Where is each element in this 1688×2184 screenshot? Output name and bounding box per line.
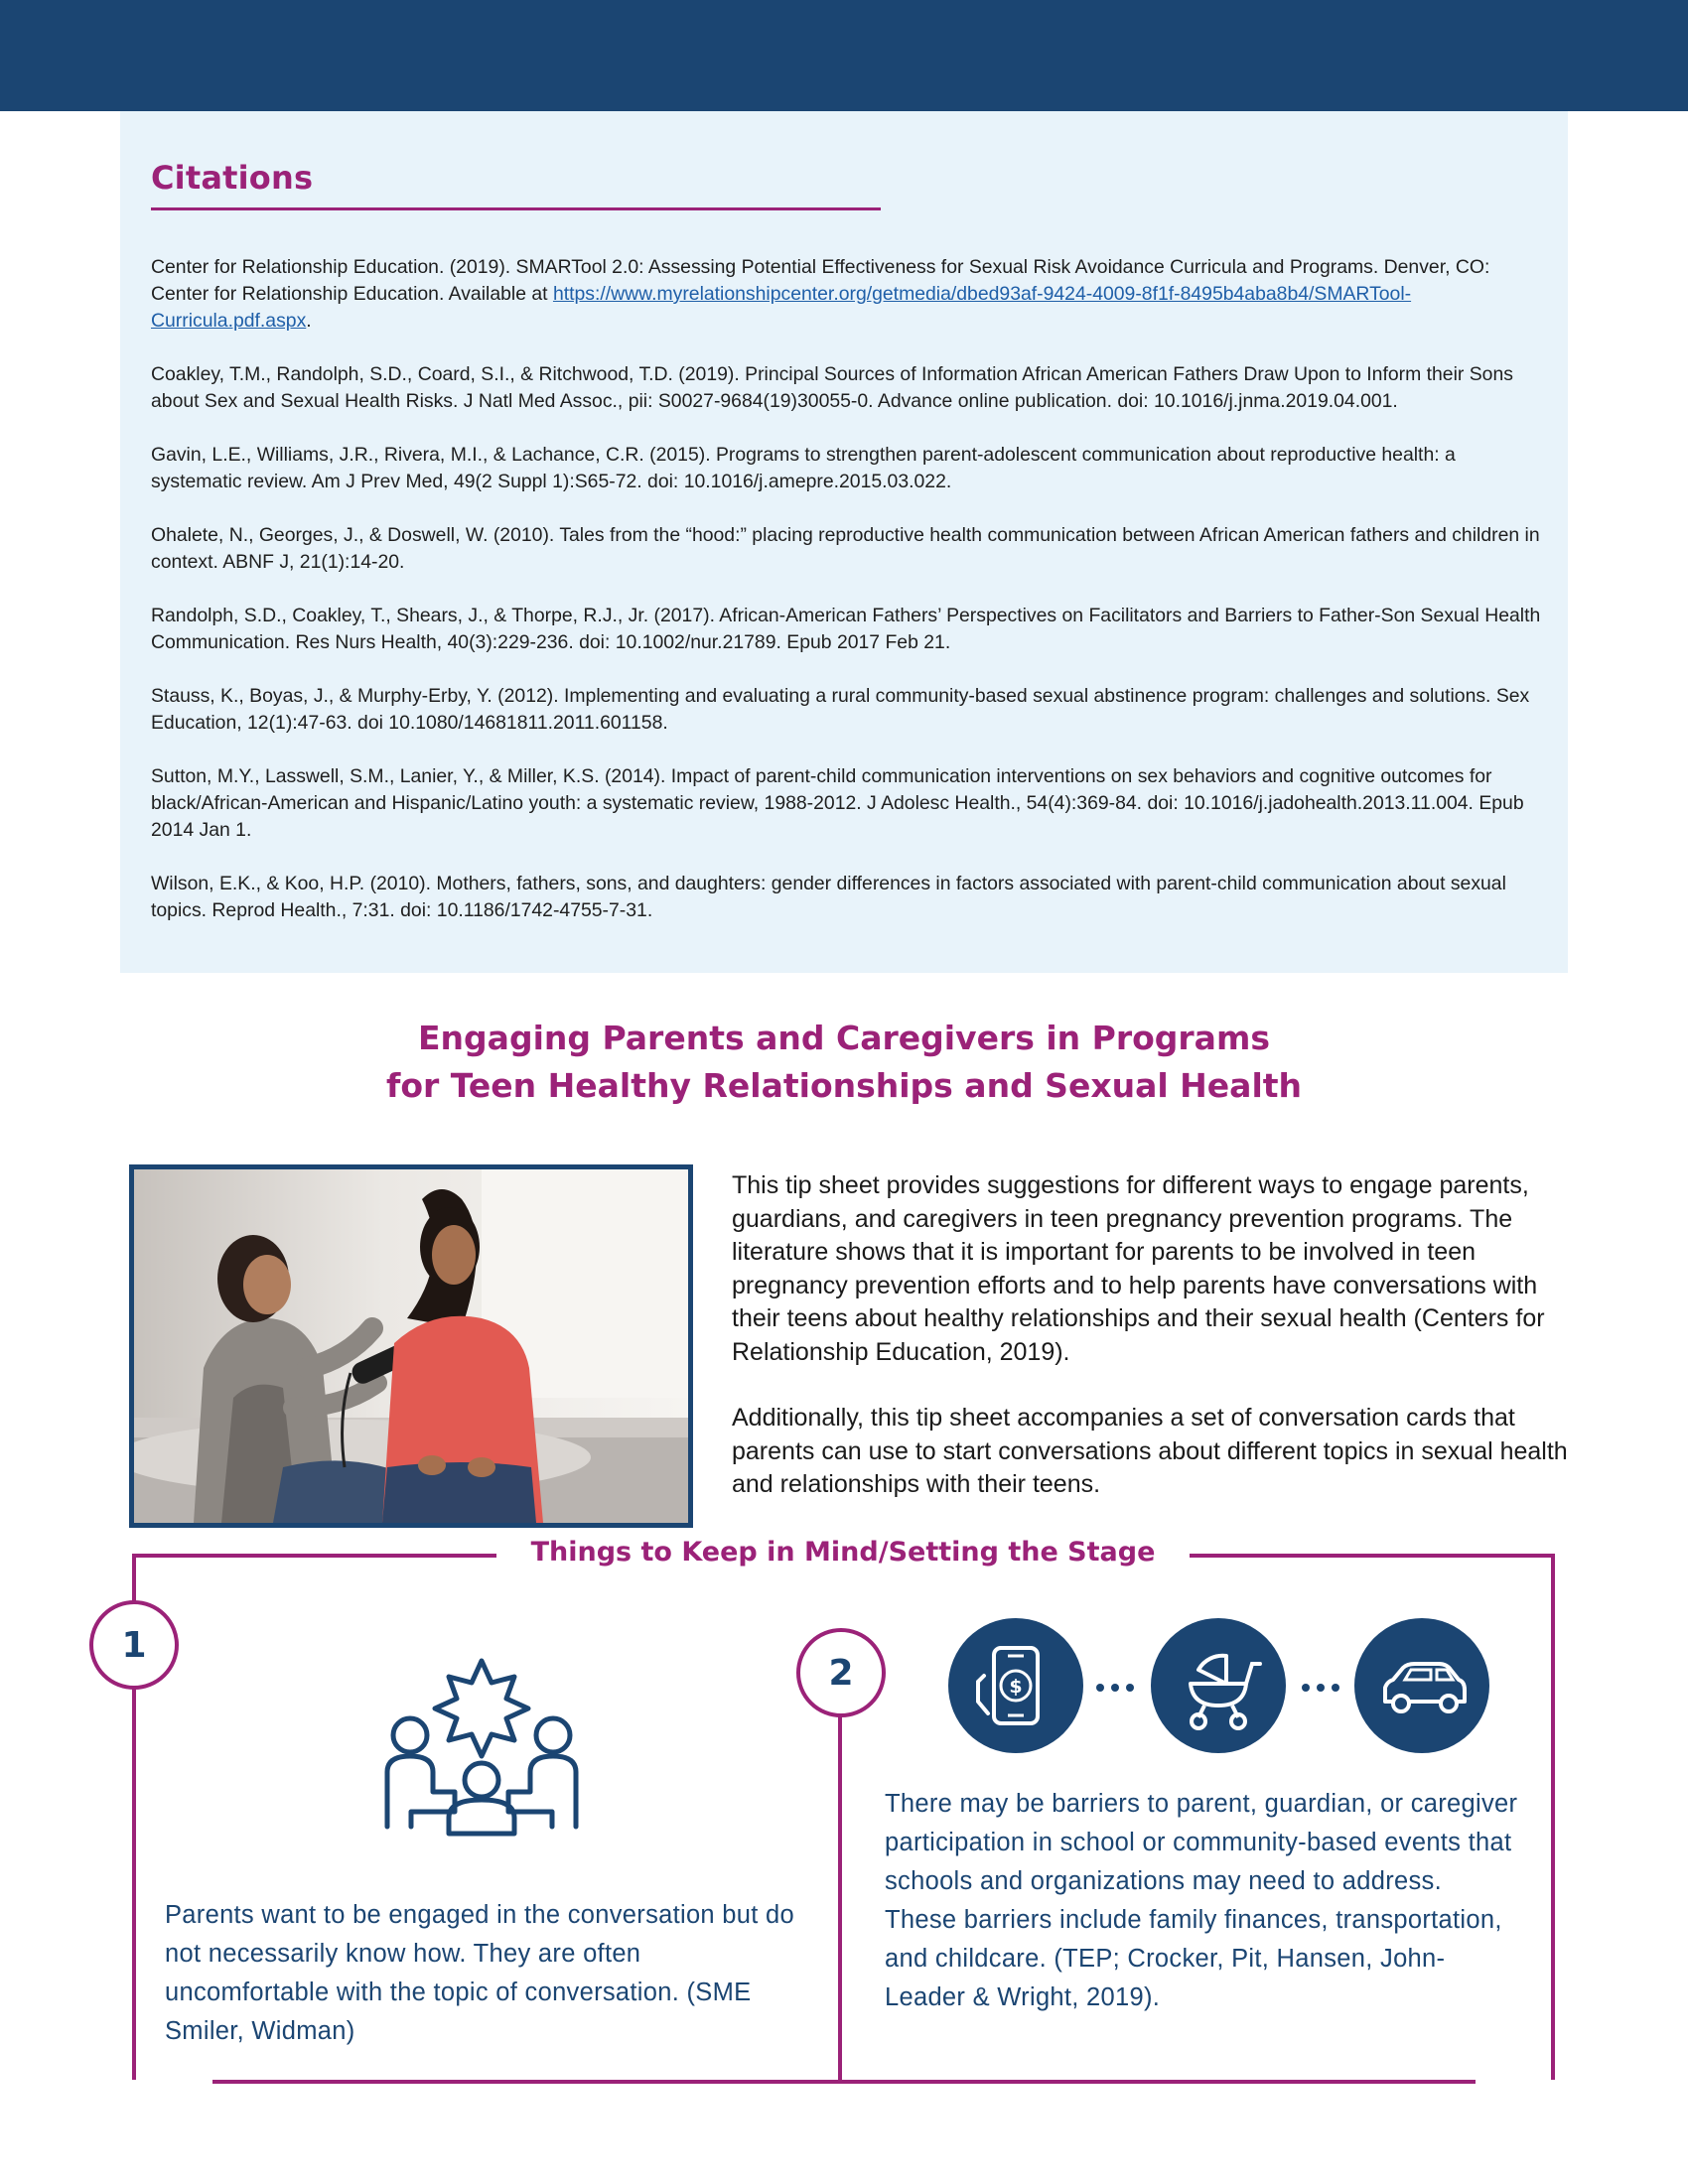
intro-paragraph: This tip sheet provides suggestions for different ways to engage parents, guardians, and caregivers in teen pregnancy prevention programs. The literature shows that it is important for parents to be involved in teen pregnancy prevention efforts and to help parents have conversations with their teens about healthy relationships and their sexual health (Centers for Relationship Education, 2019).: [732, 1171, 1545, 1366]
intro-paragraph: Additionally, this tip sheet accompanies a set of conversation cards that parents can use to start conversations about different topics in sexual health and relationships with their teens.: [732, 1404, 1568, 1498]
citation-list: [151, 254, 1541, 951]
citation-text-end: .: [306, 310, 312, 332]
citation-text: Center for Relationship Education. (2019). SMARTool 2.0: Assessing Potential Effectiveness for Sexual Risk Avoidance Curricula and Programs. Denver, CO: Center for Relationship Education. Available at: [151, 256, 1490, 305]
citation-item: Sutton, M.Y., Lasswell, S.M., Lanier, Y., & Miller, K.S. (2014). Impact of parent-child communication interventions on sex behaviors and cognitive outcomes for black/African-American and Hispanic/Latino youth: a systematic review, 1988-2012. J Adolesc Health., 54(4):369-84. doi: 10.1016/j.jadohealth.2013.11.004. Epub 2014 Jan 1.: [151, 765, 1524, 841]
citations-title: Citations: [151, 159, 314, 197]
mobile-money-icon: [948, 1618, 1083, 1753]
citation-link[interactable]: https://www.myrelationshipcenter.org/getmedia/dbed93af-9424-4009-8f1f-8495b4aba8b4/SMARTool-Curricula.pdf.aspx: [151, 283, 1412, 332]
tip-number-2: 2: [796, 1628, 886, 1717]
stage-heading: Things to Keep in Mind/Setting the Stage: [530, 1537, 1156, 1568]
stage-frame-bottom: [212, 2080, 1476, 2084]
citation-item: Randolph, S.D., Coakley, T., Shears, J., & Thorpe, R.J., Jr. (2017). African-American Fathers’ Perspectives on Facilitators and Barriers to Father-Son Sexual Health Communication. Res Nurs Health, 40(3):229-236. doi: 10.1002/nur.21789. Epub 2017 Feb 21.: [151, 605, 1541, 653]
stage-frame-divider: [838, 1707, 842, 2083]
page-title-line-1: Engaging Parents and Caregivers in Programs: [418, 1019, 1270, 1057]
svg-text:$: $: [1009, 1676, 1023, 1698]
intro-text: [732, 1169, 1571, 1502]
photo-illustration: [134, 1169, 688, 1523]
citation-item: Ohalete, N., Georges, J., & Doswell, W. (2010). Tales from the “hood:” placing reproductive health communication between African American fathers and children in context. ABNF J, 21(1):14-20.: [151, 524, 1540, 573]
stage-frame-right: [1551, 1554, 1555, 2080]
citations-divider: [151, 207, 881, 210]
barrier-icons: [948, 1618, 1489, 1753]
team-conflict-icon: [377, 1653, 586, 1842]
tip-2-text: There may be barriers to parent, guardian, or caregiver participation in school or community-based events that schools and organizations may need to address. These barriers include family finances, transportation, and childcare. (TEP; Crocker, Pit, Hansen, John-Leader & Wright, 2019).: [885, 1790, 1518, 2011]
tip-number-1: 1: [89, 1600, 179, 1690]
citation-item: Stauss, K., Boyas, J., & Murphy-Erby, Y. (2012). Implementing and evaluating a rural community-based sexual abstinence program: challenges and solutions. Sex Education, 12(1):47-63. doi 10.1080/14681811.2011.601158.: [151, 685, 1530, 734]
ellipsis-connector: [1302, 1684, 1339, 1692]
page-title-line-2: for Teen Healthy Relationships and Sexual Health: [385, 1066, 1303, 1105]
ellipsis-connector: [1096, 1684, 1134, 1692]
citation-item: Wilson, E.K., & Koo, H.P. (2010). Mothers, fathers, sons, and daughters: gender differences in factors associated with parent-child communication about sexual topics. Reprod Health., 7:31. doi: 10.1186/1742-4755-7-31.: [151, 873, 1506, 921]
citation-item: Coakley, T.M., Randolph, S.D., Coard, S.I., & Ritchwood, T.D. (2019). Principal Sources of Information African American Fathers Draw Upon to Inform their Sons about Sex and Sexual Health Risks. J Natl Med Assoc., pii: S0027-9684(19)30055-0. Advance online publication. doi: 10.1016/j.jnma.2019.04.001.: [151, 363, 1513, 412]
car-icon: [1354, 1618, 1489, 1753]
citation-item: Gavin, L.E., Williams, J.R., Rivera, M.I., & Lachance, C.R. (2015). Programs to strengthen parent-adolescent communication about reproductive health: a systematic review. Am J Prev Med, 49(2 Suppl 1):S65-72. doi: 10.1016/j.amepre.2015.03.022.: [151, 444, 1456, 492]
stage-frame-top-left: [132, 1554, 496, 1558]
header-bar: [0, 0, 1688, 111]
parent-teen-photo: [129, 1164, 693, 1528]
stage-frame-top-right: [1190, 1554, 1555, 1558]
citation-item: [151, 254, 1541, 335]
page-title: [0, 1015, 1688, 1110]
baby-stroller-icon: [1151, 1618, 1286, 1753]
tip-1-text: Parents want to be engaged in the conversation but do not necessarily know how. They are often uncomfortable with the topic of conversation. (SME Smiler, Widman): [165, 1901, 795, 2045]
